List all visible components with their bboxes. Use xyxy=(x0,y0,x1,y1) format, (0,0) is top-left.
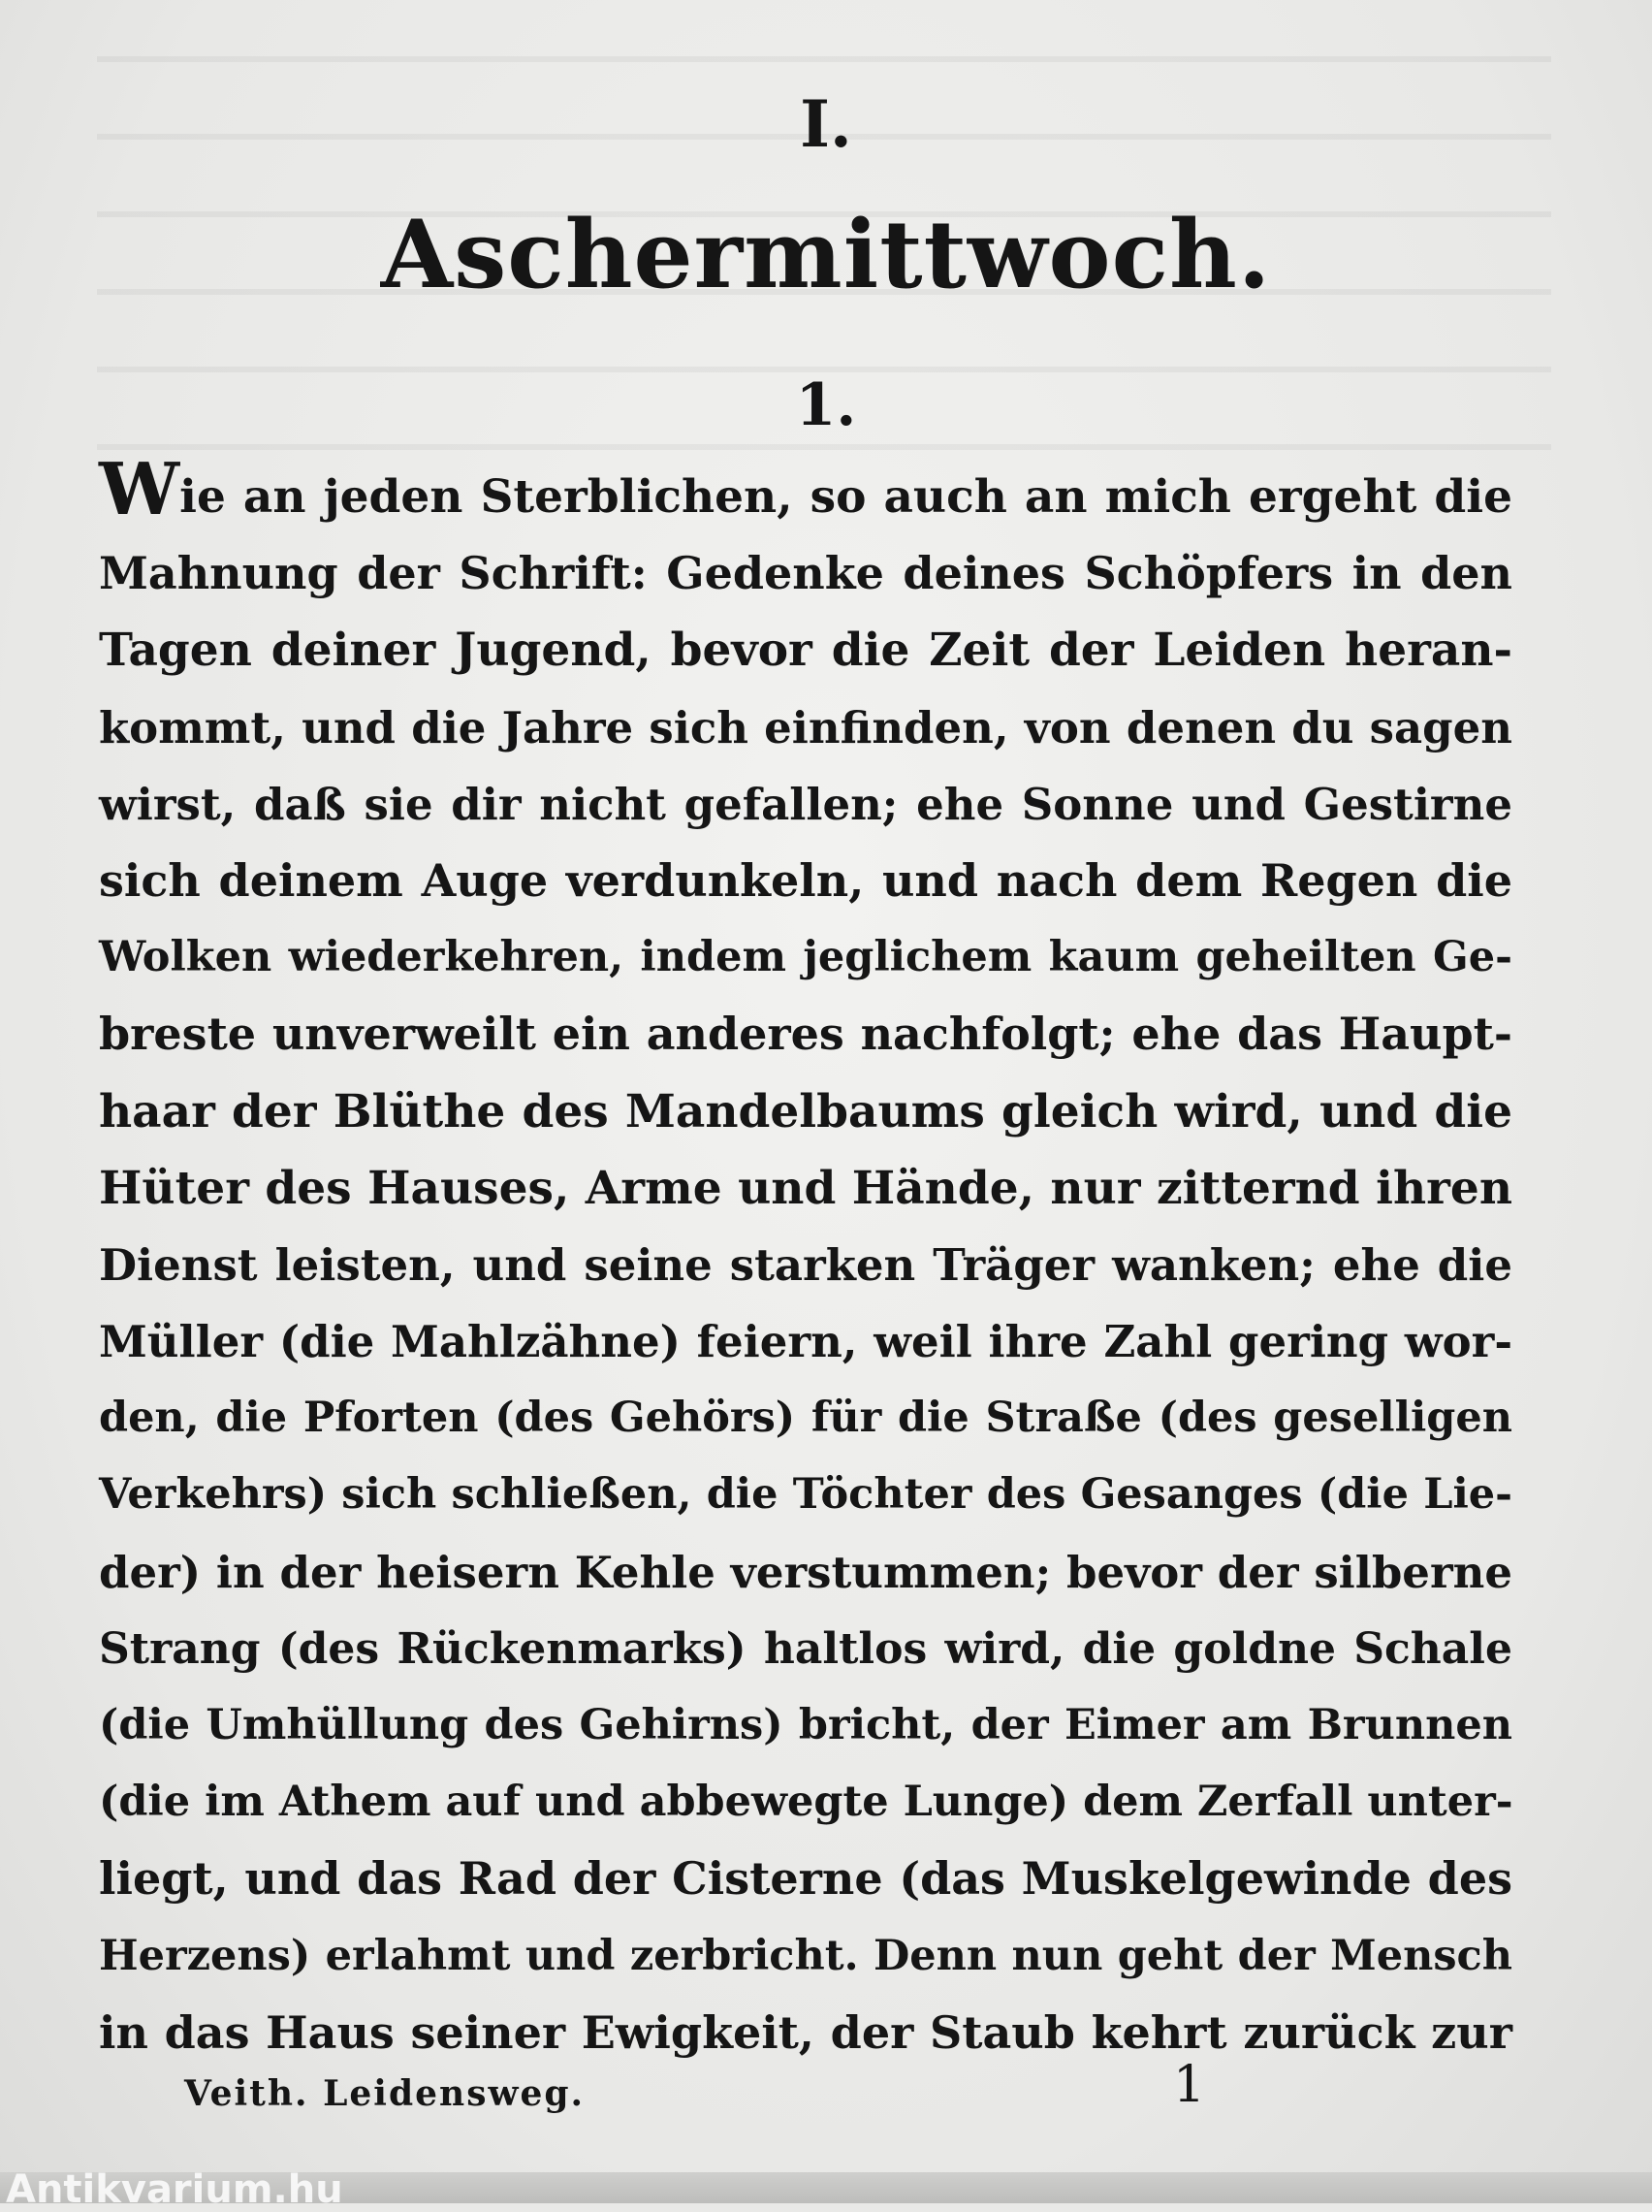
text-line: kommt, und die Jahre sich einfinden, von denen du sagen xyxy=(99,701,1512,753)
text-line: in das Haus seiner Ewigkeit, der Staub kehrt zurück zur xyxy=(99,2005,1512,2059)
text-line: den, die Pforten (des Gehörs) für die Straße (des geselligen xyxy=(99,1394,1512,1443)
text-line: Müller (die Mahlzähne) feiern, weil ihre Zahl gering wor- xyxy=(99,1316,1512,1368)
chapter-title: Aschermittwoch. xyxy=(380,200,1272,309)
signature-mark: Veith. Leidensweg. xyxy=(184,2073,586,2114)
body-text xyxy=(99,448,1513,2071)
text-line: breste unverweilt ein anderes nachfolgt; ehe das Haupt- xyxy=(99,1008,1512,1061)
text-line: sich deinem Auge verdunkeln, und nach dem Regen die xyxy=(99,853,1512,907)
text-line: Tagen deiner Jugend, bevor die Zeit der Leiden heran- xyxy=(99,624,1512,678)
text-line: Strang (des Rückenmarks) haltlos wird, die goldne Schale xyxy=(99,1623,1512,1674)
page-footer xyxy=(184,2056,1328,2124)
text-line: haar der Blüthe des Mandelbaums gleich wird, und die xyxy=(99,1084,1512,1138)
text-line: wirst, daß sie dir nicht gefallen; ehe Sonne und Gestirne xyxy=(99,778,1512,830)
initial-letter: W xyxy=(99,448,180,531)
text-line: Wie an jeden Sterblichen, so auch an mich ergeht die xyxy=(99,448,1512,531)
watermark: Antikvarium.hu xyxy=(6,2167,343,2212)
section-number: 1. xyxy=(795,371,857,439)
text-line: (die Umhüllung des Gehirns) bricht, der Eimer am Brunnen xyxy=(99,1701,1512,1749)
text-line: liegt, und das Rad der Cisterne (das Muskelgewinde des xyxy=(99,1852,1512,1906)
page-number: 1 xyxy=(1173,2056,1206,2114)
text-line: Wolken wiederkehren, indem jeglichem kaum geheilten Ge- xyxy=(99,933,1512,982)
text-line: der) in der heisern Kehle verstummen; bevor der silberne xyxy=(99,1546,1512,1598)
text-line: Verkehrs) sich schließen, die Töchter des Gesanges (die Lie- xyxy=(99,1470,1512,1520)
part-number: I. xyxy=(800,86,852,162)
text-line: (die im Athem auf und abbewegte Lunge) dem Zerfall unter- xyxy=(99,1778,1513,1827)
text-line: Herzens) erlahmt und zerbricht. Denn nun geht der Mensch xyxy=(99,1931,1512,1980)
text-line: Hüter des Hauses, Arme und Hände, nur zitternd ihren xyxy=(99,1161,1512,1215)
text-line: Dienst leisten, und seine starken Träger wanken; ehe die xyxy=(99,1238,1512,1291)
text-line: Mahnung der Schrift: Gedenke deines Schöpfers in den xyxy=(99,547,1512,600)
